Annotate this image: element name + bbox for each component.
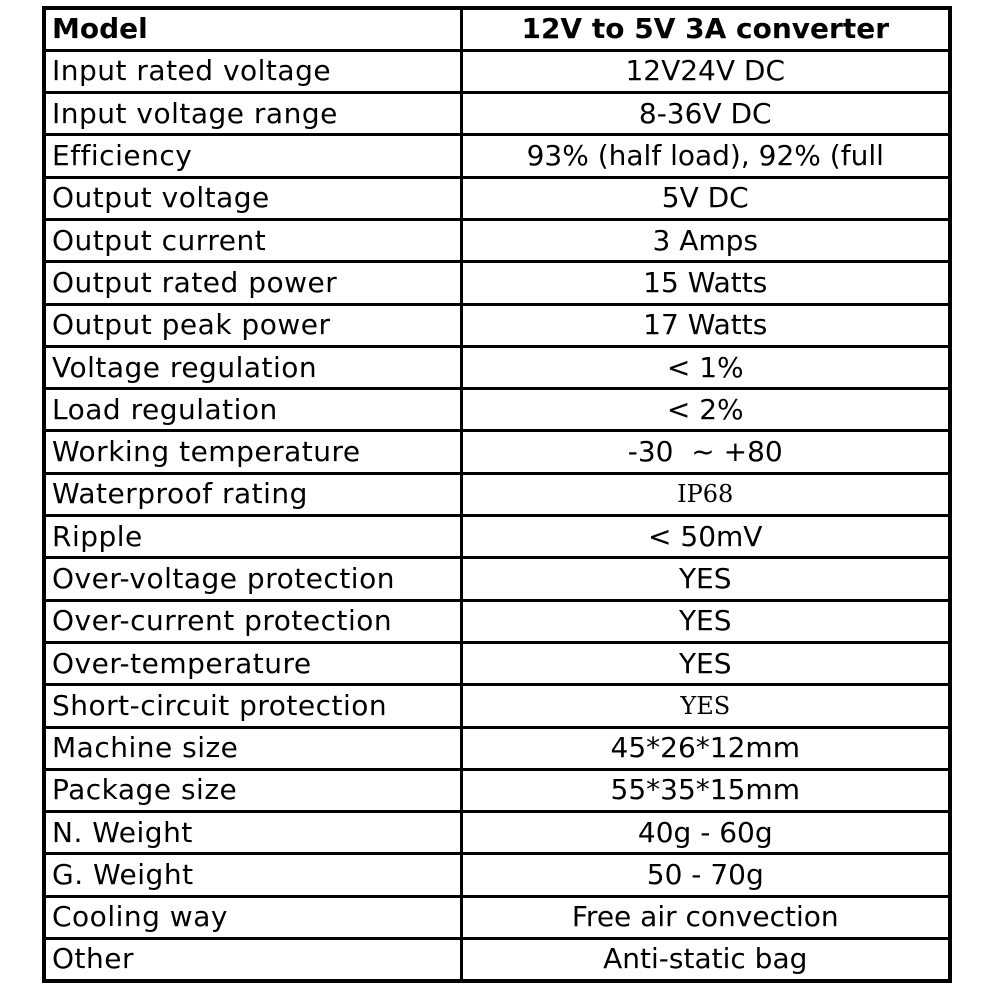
- header-param-cell: Model: [44, 8, 461, 50]
- table-row: [44, 516, 950, 558]
- value-cell: < 1%: [461, 346, 950, 388]
- param-cell: N. Weight: [44, 812, 461, 854]
- table-row: [44, 389, 950, 431]
- param-cell: Efficiency: [44, 135, 461, 177]
- spec-table: [42, 6, 952, 983]
- value-cell: YES: [461, 558, 950, 600]
- table-row: [44, 177, 950, 219]
- param-cell: Ripple: [44, 516, 461, 558]
- param-cell: Package size: [44, 769, 461, 811]
- table-row: [44, 854, 950, 896]
- param-cell: Output peak power: [44, 304, 461, 346]
- table-row: [44, 896, 950, 938]
- table-row: [44, 93, 950, 135]
- param-cell: Machine size: [44, 727, 461, 769]
- value-cell: 50 - 70g: [461, 854, 950, 896]
- table-row: [44, 50, 950, 92]
- table-row: [44, 812, 950, 854]
- value-cell: 8-36V DC: [461, 93, 950, 135]
- param-cell: Short-circuit protection: [44, 685, 461, 727]
- param-cell: Over-current protection: [44, 600, 461, 642]
- param-cell: Input voltage range: [44, 93, 461, 135]
- table-row: [44, 558, 950, 600]
- param-cell: Voltage regulation: [44, 346, 461, 388]
- value-cell: Anti-static bag: [461, 939, 950, 981]
- param-cell: Over-temperature: [44, 642, 461, 684]
- value-cell: 45*26*12mm: [461, 727, 950, 769]
- table-row: [44, 135, 950, 177]
- spec-table-container: [42, 6, 948, 980]
- table-row: [44, 219, 950, 261]
- param-cell: Load regulation: [44, 389, 461, 431]
- table-header-row: [44, 8, 950, 50]
- value-cell: 3 Amps: [461, 219, 950, 261]
- value-cell: < 50mV: [461, 516, 950, 558]
- table-row: [44, 473, 950, 515]
- value-cell: YES: [461, 685, 950, 727]
- value-cell: YES: [461, 642, 950, 684]
- value-cell: 17 Watts: [461, 304, 950, 346]
- table-row: [44, 769, 950, 811]
- param-cell: Over-voltage protection: [44, 558, 461, 600]
- value-cell: 15 Watts: [461, 262, 950, 304]
- param-cell: Output current: [44, 219, 461, 261]
- param-cell: Working temperature: [44, 431, 461, 473]
- value-cell: 40g - 60g: [461, 812, 950, 854]
- value-cell: 55*35*15mm: [461, 769, 950, 811]
- table-row: [44, 262, 950, 304]
- param-cell: Output rated power: [44, 262, 461, 304]
- header-value-cell: 12V to 5V 3A converter: [461, 8, 950, 50]
- param-cell: Cooling way: [44, 896, 461, 938]
- param-cell: G. Weight: [44, 854, 461, 896]
- value-cell: YES: [461, 600, 950, 642]
- table-row: [44, 304, 950, 346]
- param-cell: Other: [44, 939, 461, 981]
- table-row: [44, 727, 950, 769]
- table-row: [44, 346, 950, 388]
- param-cell: Output voltage: [44, 177, 461, 219]
- value-cell: 12V24V DC: [461, 50, 950, 92]
- value-cell: IP68: [461, 473, 950, 515]
- value-cell: 5V DC: [461, 177, 950, 219]
- param-cell: Input rated voltage: [44, 50, 461, 92]
- table-row: [44, 642, 950, 684]
- value-cell: < 2%: [461, 389, 950, 431]
- table-row: [44, 431, 950, 473]
- value-cell: Free air convection: [461, 896, 950, 938]
- table-row: [44, 600, 950, 642]
- value-cell: -30 ~ +80: [461, 431, 950, 473]
- param-cell: Waterproof rating: [44, 473, 461, 515]
- table-row: [44, 939, 950, 981]
- value-cell: 93% (half load), 92% (full: [461, 135, 950, 177]
- table-row: [44, 685, 950, 727]
